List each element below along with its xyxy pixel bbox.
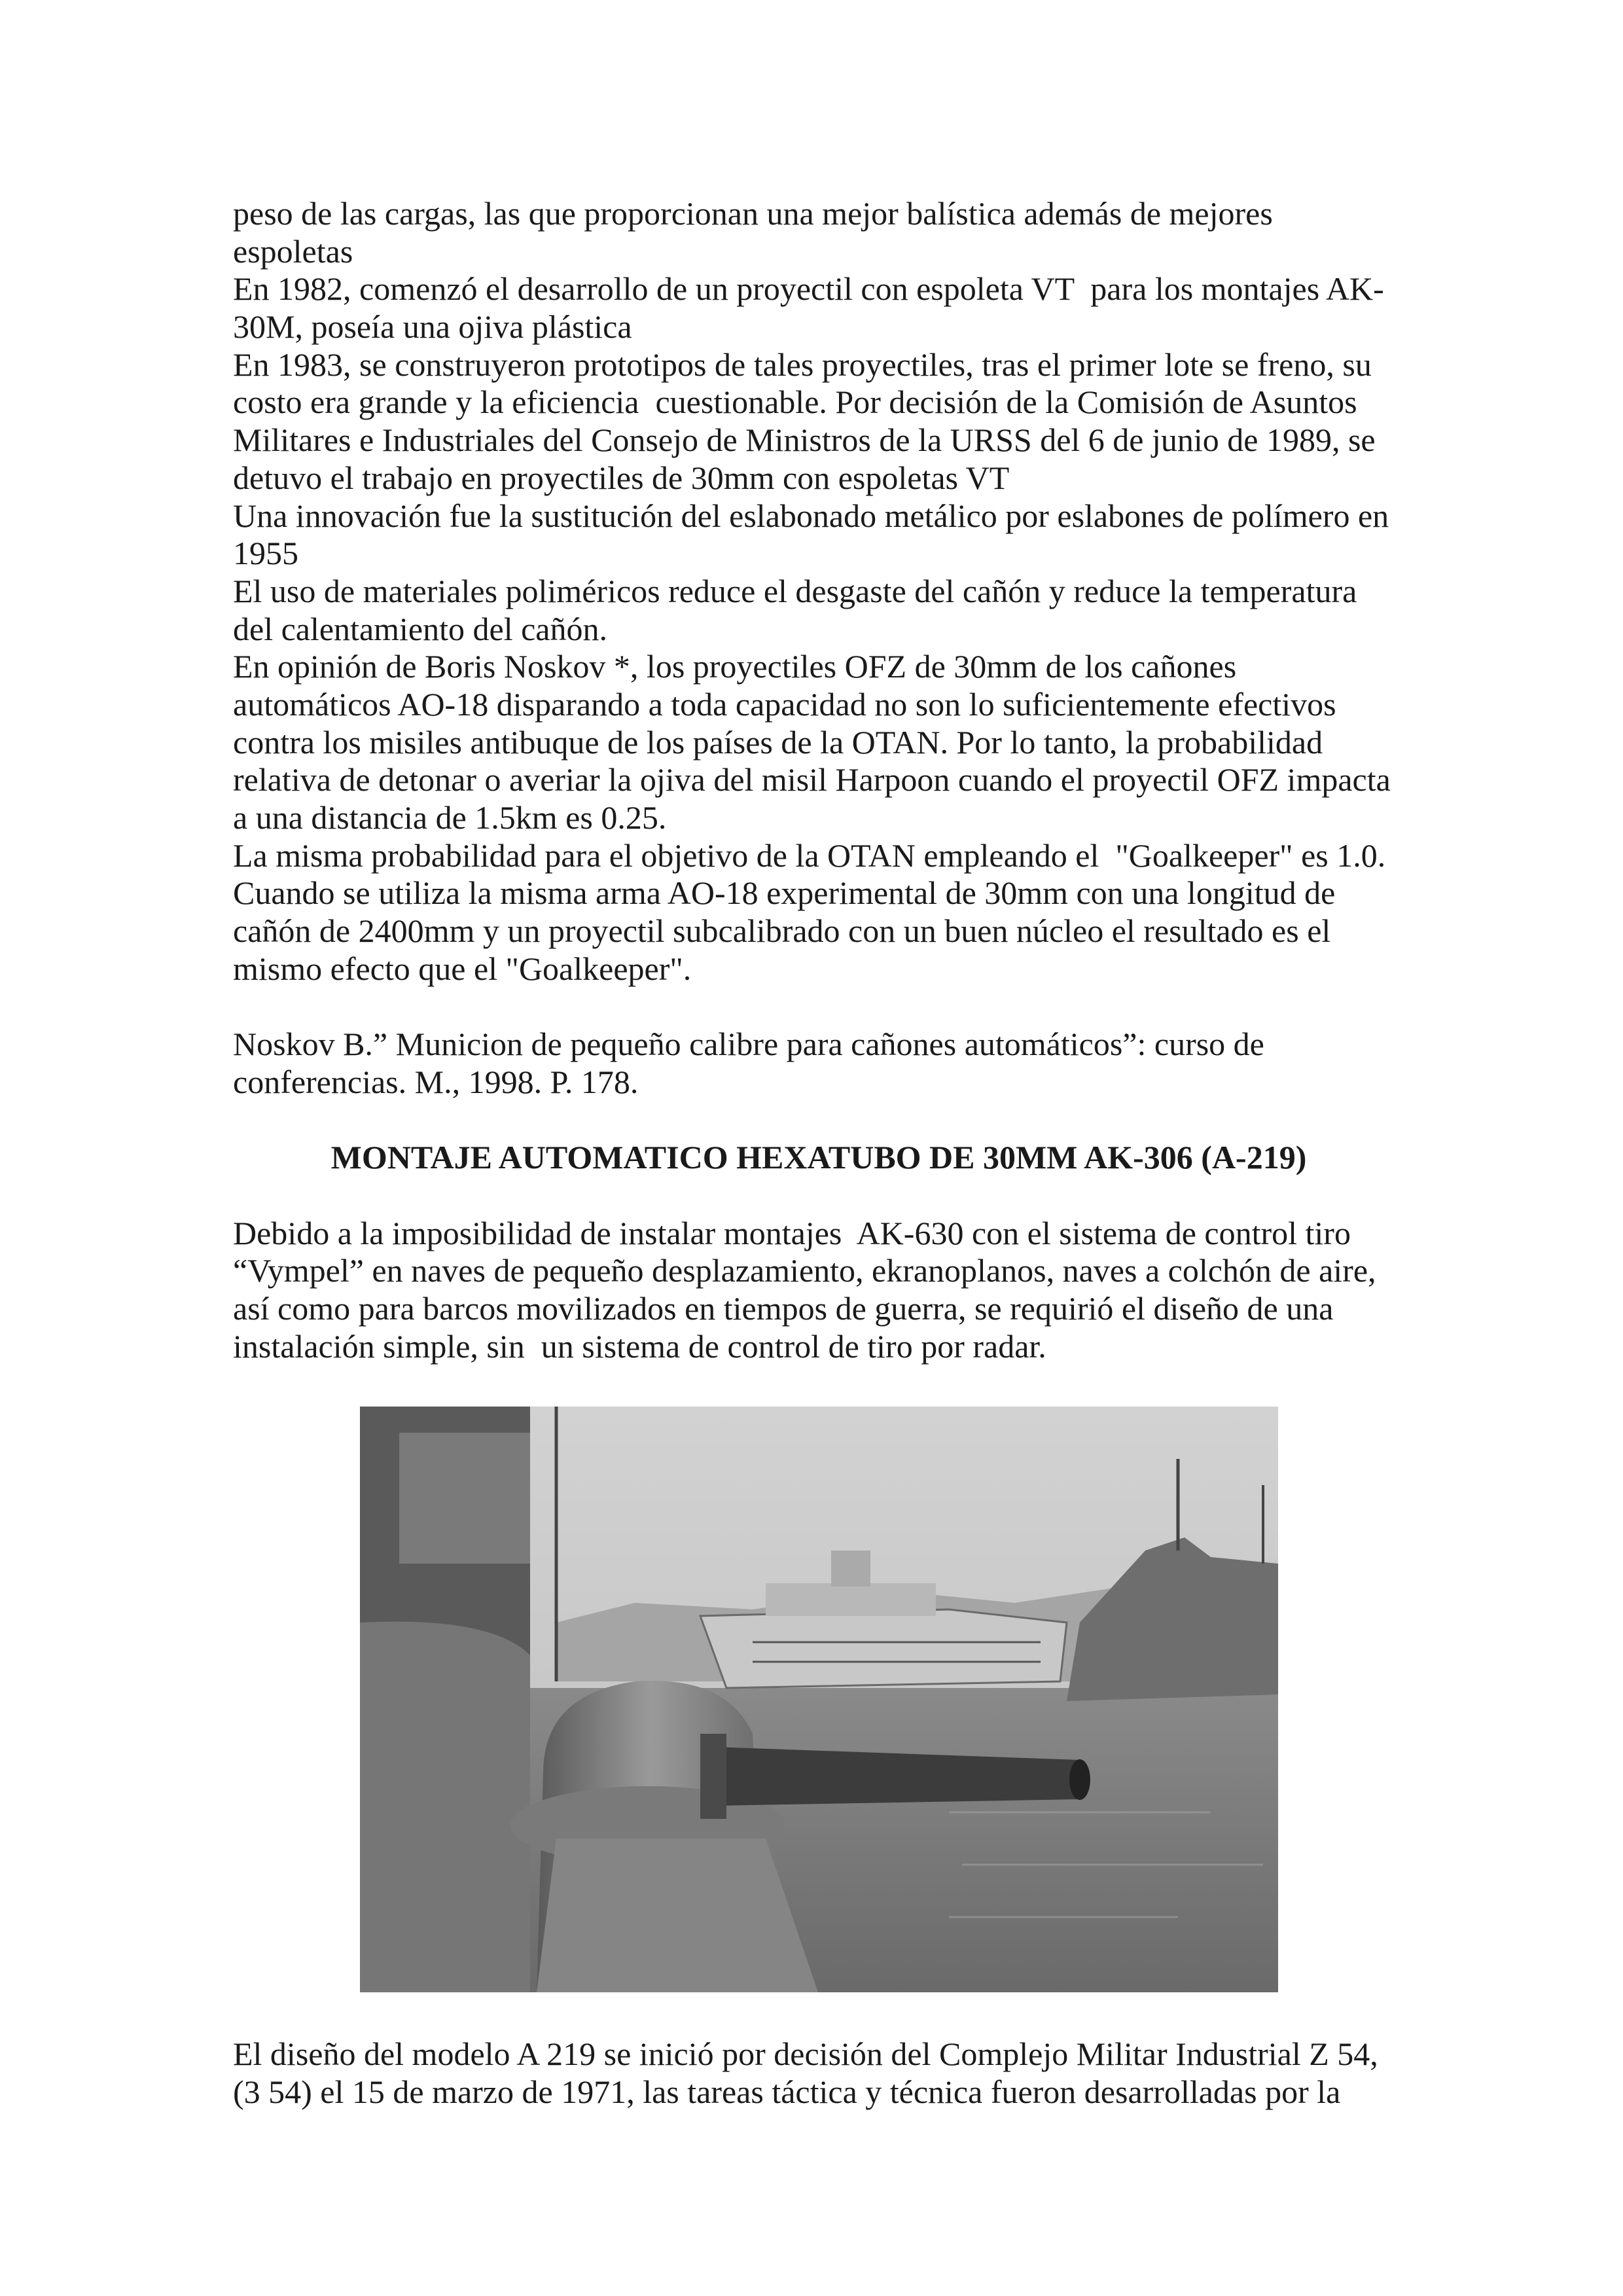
footnote: [233, 1026, 1411, 1101]
text-line: El diseño del modelo A 219 se inició por decisión del Complejo Militar Industrial Z 54,: [233, 2036, 1378, 2072]
paragraph: [233, 195, 1411, 270]
paragraph: [233, 270, 1411, 346]
section-heading: MONTAJE AUTOMATICO HEXATUBO DE 30MM AK-306 (A-219): [330, 1139, 1307, 1176]
text-line: En 1982, comenzó el desarrollo de un proyectil con espoleta VT para los montajes AK-: [233, 270, 1384, 308]
text-line: 1955: [233, 535, 298, 572]
gun-mount-photo: [360, 1407, 1278, 1992]
text-line: El uso de materiales poliméricos reduce el desgaste del cañón y reduce la temperatura: [233, 572, 1357, 609]
text-line: “Vympel” en naves de pequeño desplazamiento, ekranoplanos, naves a colchón de aire,: [233, 1252, 1376, 1289]
text-line: cañón de 2400mm y un proyectil subcalibrado con un buen núcleo el resultado es el: [233, 912, 1331, 950]
text-line: relativa de detonar o averiar la ojiva del misil Harpoon cuando el proyectil OFZ impacta: [233, 761, 1391, 798]
text-line: La misma probabilidad para el objetivo de la OTAN empleando el "Goalkeeper" es 1.0.: [233, 836, 1386, 874]
text-line: 30M, poseía una ojiva plástica: [233, 308, 632, 346]
text-line: En opinión de Boris Noskov *, los proyectiles OFZ de 30mm de los cañones: [233, 648, 1237, 685]
text-line: Militares e Industriales del Consejo de Ministros de la URSS del 6 de junio de 1989, se: [233, 422, 1376, 459]
text-line: a una distancia de 1.5km es 0.25.: [233, 799, 667, 836]
text-line: En 1983, se construyeron prototipos de tales proyectiles, tras el primer lote se freno, su: [233, 346, 1372, 383]
text-line: espoletas: [233, 232, 353, 270]
text-line: Cuando se utiliza la misma arma AO-18 experimental de 30mm con una longitud de: [233, 874, 1336, 912]
text-line: Noskov B.” Municion de pequeño calibre para cañones automáticos”: curso de: [233, 1026, 1264, 1063]
text-line: del calentamiento del cañón.: [233, 610, 607, 647]
paragraph: [233, 346, 1411, 497]
text-line: Una innovación fue la sustitución del eslabonado metálico por eslabones de polímero en: [233, 497, 1389, 534]
document-body: [233, 195, 1411, 1365]
text-line: costo era grande y la eficiencia cuestionable. Por decisión de la Comisión de Asuntos: [233, 384, 1357, 421]
text-line: contra los misiles antibuque de los países de la OTAN. Por lo tanto, la probabilidad: [233, 723, 1323, 761]
text-line: instalación simple, sin un sistema de control de tiro por radar.: [233, 1327, 1046, 1365]
text-line: detuvo el trabajo en proyectiles de 30mm con espoletas VT: [233, 459, 1010, 496]
paragraph: [233, 648, 1411, 836]
closing-paragraph: [233, 2036, 1378, 2111]
text-line: mismo efecto que el "Goalkeeper".: [233, 950, 692, 987]
text-line: automáticos AO-18 disparando a toda capacidad no son lo suficientemente efectivos: [233, 685, 1336, 723]
text-line: así como para barcos movilizados en tiempos de guerra, se requirió el diseño de una: [233, 1289, 1334, 1327]
paragraph: [233, 1215, 1411, 1366]
text-line: Debido a la imposibilidad de instalar montajes AK-630 con el sistema de control tiro: [233, 1214, 1351, 1251]
text-line: (3 54) el 15 de marzo de 1971, las tareas táctica y técnica fueron desarrolladas por la: [233, 2073, 1341, 2110]
paragraph: [233, 837, 1411, 988]
text-line: peso de las cargas, las que proporcionan una mejor balística además de mejores: [233, 195, 1273, 232]
paragraph: [233, 573, 1411, 648]
paragraph: [233, 497, 1411, 573]
text-line: conferencias. M., 1998. P. 178.: [233, 1063, 639, 1100]
